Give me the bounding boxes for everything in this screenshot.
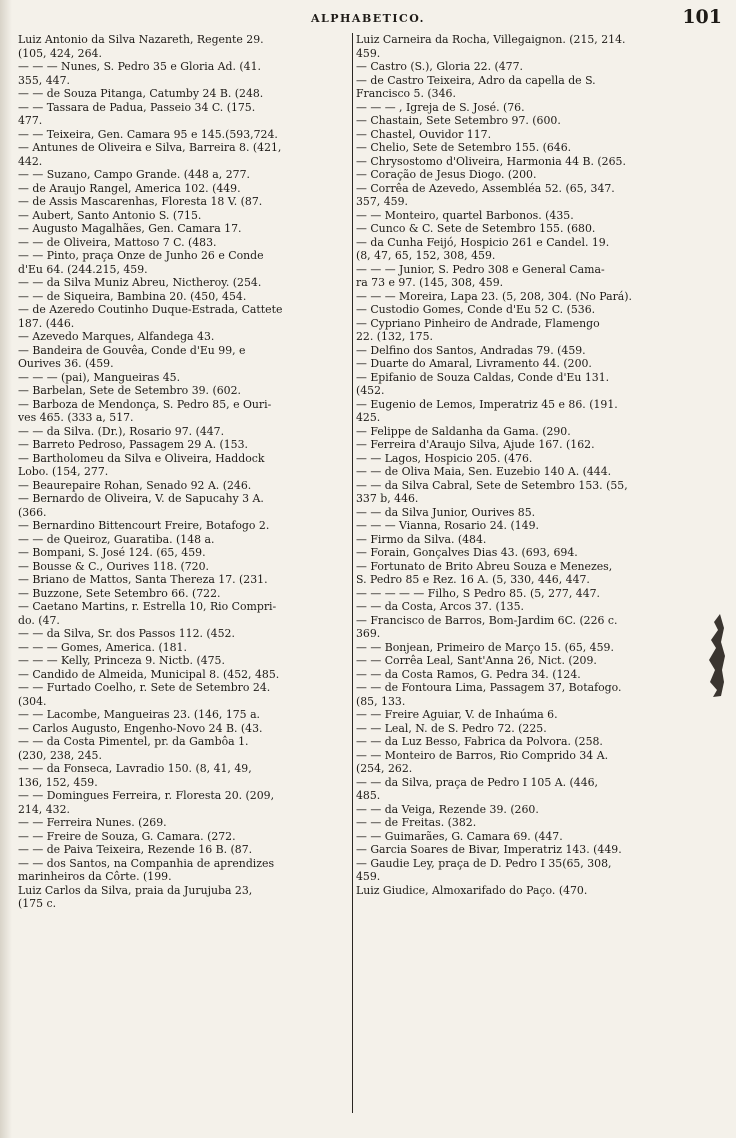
directory-line: — — Freire Aguiar, V. de Inhaúma 6. bbox=[356, 708, 558, 721]
directory-line: — Garcia Soares de Bivar, Imperatriz 143. (449. bbox=[356, 843, 622, 856]
directory-line: (230, 238, 245. bbox=[18, 748, 102, 762]
directory-line: — Caetano Martins, r. Estrella 10, Rio Compri- bbox=[18, 600, 277, 613]
directory-line: — Epifanio de Souza Caldas, Conde d'Eu 131. bbox=[356, 370, 610, 384]
directory-line: 459. bbox=[356, 870, 381, 883]
directory-line: — — Bonjean, Primeiro de Março 15. (65, 459. bbox=[356, 640, 614, 654]
directory-line: — Bernardo de Oliveira, V. de Sapucahy 3 A. bbox=[18, 492, 264, 505]
directory-line: — — de Queiroz, Guaratiba. (148 a. bbox=[18, 532, 215, 546]
directory-line: — — Lagos, Hospicio 205. (476. bbox=[356, 451, 533, 465]
directory-line: 485. bbox=[356, 789, 381, 802]
directory-line: — — da Silva, Sr. dos Passos 112. (452. bbox=[18, 627, 235, 640]
directory-line: (366. bbox=[18, 505, 47, 519]
directory-line: — — Monteiro de Barros, Rio Comprido 34 A. bbox=[356, 748, 609, 762]
directory-line: Francisco 5. (346. bbox=[356, 87, 456, 100]
directory-line: 136, 152, 459. bbox=[18, 775, 98, 789]
directory-line: 425. bbox=[356, 411, 381, 424]
page-binding-shadow bbox=[0, 0, 12, 1138]
directory-line: — Felippe de Saldanha da Gama. (290. bbox=[356, 424, 571, 438]
directory-line: — Corrêa de Azevedo, Assembléa 52. (65, 347. bbox=[356, 181, 615, 195]
directory-line: — — Suzano, Campo Grande. (448 a, 277. bbox=[18, 168, 250, 181]
directory-line: — Gaudie Ley, praça de D. Pedro I 35(65, 308, bbox=[356, 856, 612, 870]
directory-line: — de Assis Mascarenhas, Floresta 18 V. (87. bbox=[18, 195, 263, 208]
directory-line: — Augusto Magalhães, Gen. Camara 17. bbox=[18, 222, 242, 235]
directory-line: — — — Vianna, Rosario 24. (149. bbox=[356, 519, 539, 532]
directory-line: — Delfino dos Santos, Andradas 79. (459. bbox=[356, 343, 586, 357]
directory-line: — Chastain, Sete Setembro 97. (600. bbox=[356, 114, 561, 127]
directory-line: — Briano de Mattos, Santa Thereza 17. (231. bbox=[18, 573, 268, 586]
directory-line: — — Leal, N. de S. Pedro 72. (225. bbox=[356, 721, 547, 735]
directory-line: — Francisco de Barros, Bom-Jardim 6C. (226 c. bbox=[356, 613, 618, 627]
directory-line: — — da Silva. (Dr.), Rosario 97. (447. bbox=[18, 424, 225, 438]
directory-line: d'Eu 64. (244.215, 459. bbox=[18, 262, 148, 276]
directory-line: — Bartholomeu da Silva e Oliveira, Haddock bbox=[18, 451, 265, 465]
directory-line: — da Cunha Feijó, Hospicio 261 e Candel. 19. bbox=[356, 235, 610, 249]
directory-line: — — da Luz Besso, Fabrica da Polvora. (258. bbox=[356, 735, 603, 748]
directory-line: — — Ferreira Nunes. (269. bbox=[18, 816, 167, 829]
directory-line: ves 465. (333 a, 517. bbox=[18, 411, 134, 424]
right-column bbox=[356, 33, 724, 897]
directory-line: — Castro (S.), Gloria 22. (477. bbox=[356, 60, 523, 73]
running-header: ALPHABETICO. bbox=[310, 12, 425, 25]
directory-line: — — de Paiva Teixeira, Rezende 16 B. (87. bbox=[18, 843, 253, 856]
directory-line: — — — Junior, S. Pedro 308 e General Cama- bbox=[356, 262, 605, 276]
directory-line: (8, 47, 65, 152, 308, 459. bbox=[356, 249, 496, 262]
directory-line: Luiz Giudice, Almoxarifado do Paço. (470. bbox=[356, 883, 588, 897]
directory-line: — — Guimarães, G. Camara 69. (447. bbox=[356, 829, 563, 843]
directory-line: — Ferreira d'Araujo Silva, Ajude 167. (162. bbox=[356, 438, 595, 451]
directory-line: — — de Freitas. (382. bbox=[356, 816, 477, 829]
directory-line: — Coração de Jesus Diogo. (200. bbox=[356, 168, 537, 181]
directory-line: — Chrysostomo d'Oliveira, Harmonia 44 B. (265. bbox=[356, 154, 626, 168]
directory-line: — Chastel, Ouvidor 117. bbox=[356, 127, 492, 141]
directory-line: — Custodio Gomes, Conde d'Eu 52 C. (536. bbox=[356, 303, 596, 316]
directory-line: — — da Costa Pimentel, pr. da Gambôa 1. bbox=[18, 735, 249, 748]
directory-line: — — — Gomes, America. (181. bbox=[18, 640, 187, 654]
directory-line: — de Araujo Rangel, America 102. (449. bbox=[18, 181, 241, 195]
directory-line: — — da Costa Ramos, G. Pedra 34. (124. bbox=[356, 667, 581, 681]
directory-line: — Firmo da Silva. (484. bbox=[356, 532, 487, 546]
directory-line: — Eugenio de Lemos, Imperatriz 45 e 86. (191. bbox=[356, 397, 618, 411]
directory-line: 369. bbox=[356, 627, 381, 640]
directory-line: (304. bbox=[18, 694, 47, 708]
directory-line: — — Freire de Souza, G. Camara. (272. bbox=[18, 829, 236, 843]
directory-line: do. (47. bbox=[18, 613, 60, 627]
directory-line: Lobo. (154, 277. bbox=[18, 465, 109, 478]
directory-line: — de Azeredo Coutinho Duque-Estrada, Cattete bbox=[18, 303, 283, 316]
directory-line: — — — — — Filho, S Pedro 85. (5, 277, 447. bbox=[356, 586, 601, 600]
directory-line: — — Teixeira, Gen. Camara 95 e 145.(593,724. bbox=[18, 127, 278, 141]
directory-line: — — da Silva Cabral, Sete de Setembro 153. (55, bbox=[356, 478, 628, 492]
directory-line: S. Pedro 85 e Rez. 16 A. (5, 330, 446, 447. bbox=[356, 573, 590, 586]
directory-line: — Bandeira de Gouvêa, Conde d'Eu 99, e bbox=[18, 343, 246, 357]
directory-line: — Chelio, Sete de Setembro 155. (646. bbox=[356, 141, 572, 154]
directory-line: — — Tassara de Padua, Passeio 34 C. (175. bbox=[18, 100, 256, 114]
directory-line: — — Lacombe, Mangueiras 23. (146, 175 a. bbox=[18, 708, 261, 721]
left-column bbox=[18, 33, 354, 911]
directory-line: — Duarte do Amaral, Livramento 44. (200. bbox=[356, 357, 592, 370]
directory-line: — — da Silva Muniz Abreu, Nictheroy. (254. bbox=[18, 276, 262, 289]
paper-tear-mark bbox=[706, 612, 726, 698]
directory-line: 355, 447. bbox=[18, 73, 70, 87]
directory-line: — Bousse & C., Ourives 118. (720. bbox=[18, 559, 209, 573]
directory-line: Luiz Antonio da Silva Nazareth, Regente 29. bbox=[18, 33, 264, 46]
directory-line: — Cypriano Pinheiro de Andrade, Flamengo bbox=[356, 316, 600, 330]
directory-line: 477. bbox=[18, 114, 43, 127]
directory-line: — — Pinto, praça Onze de Junho 26 e Conde bbox=[18, 249, 264, 262]
directory-line: (254, 262. bbox=[356, 762, 413, 775]
directory-line: 337 b, 446. bbox=[356, 492, 419, 505]
column-divider bbox=[352, 33, 353, 1113]
directory-line: — — de Fontoura Lima, Passagem 37, Botafogo. bbox=[356, 681, 622, 694]
directory-line: — — da Silva Junior, Ourives 85. bbox=[356, 505, 536, 519]
directory-line: (105, 424, 264. bbox=[18, 46, 102, 60]
page-number: 101 bbox=[682, 6, 722, 28]
directory-line: — — — Moreira, Lapa 23. (5, 208, 304. (No Pará). bbox=[356, 289, 633, 303]
directory-line: — — — Kelly, Princeza 9. Nictb. (475. bbox=[18, 654, 225, 667]
directory-line: — — da Fonseca, Lavradio 150. (8, 41, 49, bbox=[18, 762, 252, 775]
directory-line: 357, 459. bbox=[356, 195, 408, 208]
directory-line: Luiz Carneira da Rocha, Villegaignon. (215, 214. bbox=[356, 33, 626, 46]
directory-line: — — de Souza Pitanga, Catumby 24 B. (248. bbox=[18, 87, 264, 100]
directory-line: — Barboza de Mendonça, S. Pedro 85, e Ouri- bbox=[18, 397, 272, 411]
directory-line: — Candido de Almeida, Municipal 8. (452, 485. bbox=[18, 667, 280, 681]
directory-line: — — da Costa, Arcos 37. (135. bbox=[356, 600, 524, 613]
directory-line: — Azevedo Marques, Alfandega 43. bbox=[18, 330, 215, 343]
directory-line: — — Domingues Ferreira, r. Floresta 20. (209, bbox=[18, 789, 275, 802]
directory-line: 22. (132, 175. bbox=[356, 330, 433, 343]
directory-line: 187. (446. bbox=[18, 316, 75, 330]
directory-line: Ourives 36. (459. bbox=[18, 357, 114, 370]
directory-line: — Cunco & C. Sete de Setembro 155. (680. bbox=[356, 222, 596, 235]
directory-line: — — da Veiga, Rezende 39. (260. bbox=[356, 802, 539, 816]
directory-line: — Forain, Gonçalves Dias 43. (693, 694. bbox=[356, 546, 578, 559]
directory-line: — Beaurepaire Rohan, Senado 92 A. (246. bbox=[18, 478, 252, 492]
directory-line: — Carlos Augusto, Engenho-Novo 24 B. (43. bbox=[18, 721, 263, 735]
directory-line: (175 c. bbox=[18, 897, 57, 910]
directory-line: — — da Silva, praça de Pedro I 105 A. (446, bbox=[356, 775, 599, 789]
directory-line: — — — (pai), Mangueiras 45. bbox=[18, 370, 181, 384]
directory-line: — — de Oliveira, Mattoso 7 C. (483. bbox=[18, 235, 217, 249]
directory-line: — Buzzone, Sete Setembro 66. (722. bbox=[18, 586, 221, 600]
directory-line: — Bernardino Bittencourt Freire, Botafogo 2. bbox=[18, 519, 270, 532]
directory-line: 459. bbox=[356, 46, 381, 60]
directory-line: — Fortunato de Brito Abreu Souza e Menezes, bbox=[356, 559, 613, 573]
directory-line: (452. bbox=[356, 384, 385, 397]
directory-line: — — Corrêa Leal, Sant'Anna 26, Nict. (209. bbox=[356, 654, 597, 667]
directory-line: — Aubert, Santo Antonio S. (715. bbox=[18, 208, 202, 222]
directory-line: — de Castro Teixeira, Adro da capella de S. bbox=[356, 73, 596, 87]
directory-line: — — — , Igreja de S. José. (76. bbox=[356, 100, 525, 114]
directory-line: — Antunes de Oliveira e Silva, Barreira 8. (421, bbox=[18, 141, 282, 154]
directory-line: 214, 432. bbox=[18, 802, 70, 816]
directory-line: — — de Oliva Maia, Sen. Euzebio 140 A. (444. bbox=[356, 465, 612, 478]
directory-line: — — de Siqueira, Bambina 20. (450, 454. bbox=[18, 289, 247, 303]
directory-line: — — — Nunes, S. Pedro 35 e Gloria Ad. (41. bbox=[18, 60, 261, 73]
directory-line: 442. bbox=[18, 154, 43, 168]
directory-line: ra 73 e 97. (145, 308, 459. bbox=[356, 276, 504, 289]
directory-line: (85, 133. bbox=[356, 694, 406, 708]
directory-line: — Barbelan, Sete de Setembro 39. (602. bbox=[18, 384, 241, 397]
directory-line: — Bompani, S. José 124. (65, 459. bbox=[18, 546, 206, 559]
directory-line: — — Monteiro, quartel Barbonos. (435. bbox=[356, 208, 574, 222]
directory-line: Luiz Carlos da Silva, praia da Jurujuba 23, bbox=[18, 883, 253, 897]
directory-line: — Barreto Pedroso, Passagem 29 A. (153. bbox=[18, 438, 249, 451]
directory-line: marinheiros da Côrte. (199. bbox=[18, 870, 172, 883]
directory-line: — — dos Santos, na Companhia de aprendizes bbox=[18, 856, 275, 870]
directory-line: — — Furtado Coelho, r. Sete de Setembro 24. bbox=[18, 681, 271, 694]
